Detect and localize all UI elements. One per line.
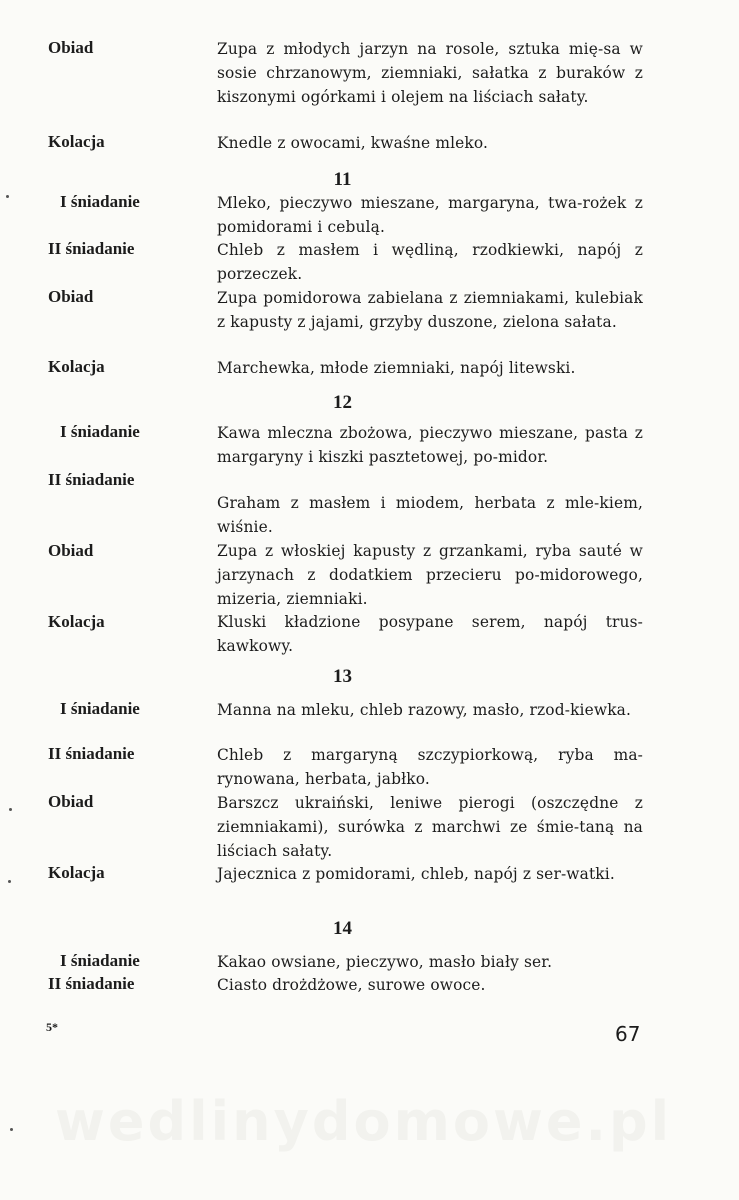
meal-label-obiad: Obiad <box>48 38 94 57</box>
menu-text-sniadanie-2: Graham z masłem i miodem, herbata z mle-kiem, wiśnie. <box>217 494 643 537</box>
scan-speck <box>6 195 9 198</box>
meal-label-sniadanie-1: I śniadanie <box>60 699 140 718</box>
meal-label-kolacja: Kolacja <box>48 132 105 151</box>
page-number: 67 <box>615 1022 641 1046</box>
menu-text-kolacja: Marchewka, młode ziemniaki, napój litewski. <box>217 359 576 377</box>
menu-text-obiad: Zupa pomidorowa zabielana z ziemniakami, kulebiak z kapusty z jajami, grzyby duszone, zielona sałata. <box>217 289 643 332</box>
menu-text-sniadanie-1: Kakao owsiane, pieczywo, masło biały ser. <box>217 953 553 971</box>
day-number: 14 <box>333 918 352 939</box>
menu-text-obiad: Zupa z włoskiej kapusty z grzankami, ryba sauté w jarzynach z dodatkiem przecieru po-midorowego, mizeria, ziemniaki. <box>217 542 643 609</box>
meal-label-sniadanie-2: II śniadanie <box>48 239 135 258</box>
scan-speck <box>10 1128 13 1131</box>
menu-text-sniadanie-1: Manna na mleku, chleb razowy, masło, rzod-kiewka. <box>217 701 632 719</box>
meal-label-obiad: Obiad <box>48 792 94 811</box>
meal-label-sniadanie-2: II śniadanie <box>48 744 135 763</box>
meal-label-obiad: Obiad <box>48 287 94 306</box>
meal-label-kolacja: Kolacja <box>48 863 105 882</box>
meal-label-obiad: Obiad <box>48 541 94 560</box>
menu-text-sniadanie-2: Chleb z margaryną szczypiorkową, ryba ma-rynowana, herbata, jabłko. <box>217 746 643 789</box>
menu-text-obiad: Zupa z młodych jarzyn na rosole, sztuka mię-sa w sosie chrzanowym, ziemniaki, sałatka z buraków z kiszonymi ogórkami i olejem na liściach sałaty. <box>217 40 643 107</box>
scan-speck <box>9 808 12 811</box>
scan-speck <box>8 880 11 883</box>
day-number: 13 <box>333 666 352 687</box>
menu-text-kolacja: Knedle z owocami, kwaśne mleko. <box>217 134 489 152</box>
day-number: 11 <box>333 169 352 190</box>
menu-text-sniadanie-1: Mleko, pieczywo mieszane, margaryna, twa-rożek z pomidorami i cebulą. <box>217 194 643 237</box>
watermark: wedlinydomowe.pl <box>55 1090 673 1153</box>
meal-label-kolacja: Kolacja <box>48 612 105 631</box>
meal-label-sniadanie-2: II śniadanie <box>48 974 135 993</box>
menu-text-sniadanie-1: Kawa mleczna zbożowa, pieczywo mieszane, pasta z margaryny i kiszki pasztetowej, po-midor. <box>217 424 643 467</box>
printer-signature: 5* <box>46 1020 58 1034</box>
meal-label-kolacja: Kolacja <box>48 357 105 376</box>
menu-text-obiad: Barszcz ukraiński, leniwe pierogi (oszczędne z ziemniakami), surówka z marchwi ze śmie-taną na liściach sałaty. <box>217 794 643 861</box>
menu-text-kolacja: Jajecznica z pomidorami, chleb, napój z ser-watki. <box>217 865 615 883</box>
menu-text-sniadanie-2: Ciasto drożdżowe, surowe owoce. <box>217 976 486 994</box>
day-number: 12 <box>333 392 352 413</box>
meal-label-sniadanie-1: I śniadanie <box>60 951 140 970</box>
menu-text-sniadanie-2: Chleb z masłem i wędliną, rzodkiewki, napój z porzeczek. <box>217 241 643 284</box>
meal-label-sniadanie-1: I śniadanie <box>60 422 140 441</box>
meal-label-sniadanie-1: I śniadanie <box>60 192 140 211</box>
meal-label-sniadanie-2: II śniadanie <box>48 470 135 489</box>
menu-text-kolacja: Kluski kładzione posypane serem, napój trus-kawkowy. <box>217 613 643 656</box>
